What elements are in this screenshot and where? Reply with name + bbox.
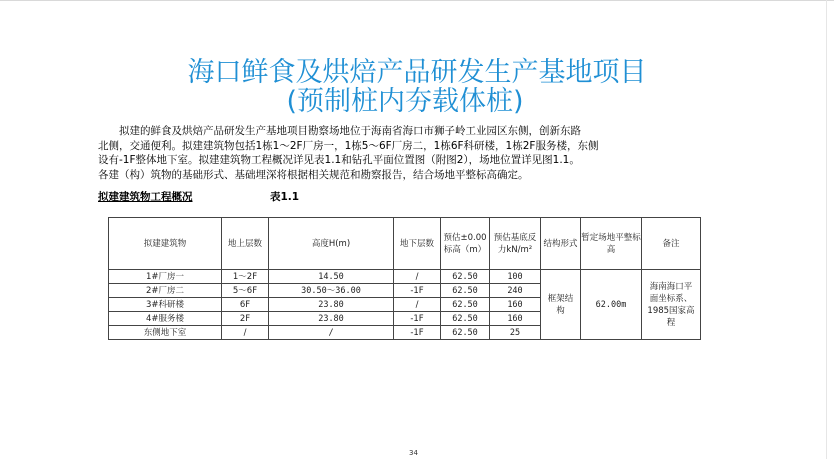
table-caption xyxy=(98,189,300,204)
table-header-row xyxy=(109,218,701,270)
top-border-line xyxy=(0,0,834,1)
cell-height: 14.50 xyxy=(269,270,394,284)
header-elevation: 预估±0.00标高（m） xyxy=(441,218,490,270)
header-structure: 结构形式 xyxy=(541,218,581,270)
cell-above-floors: 2F xyxy=(222,312,269,326)
cell-below-floors: / xyxy=(394,298,441,312)
cell-above-floors: 6F xyxy=(222,298,269,312)
table-caption-number: 表1.1 xyxy=(270,191,300,203)
page-title: 海口鲜食及烘焙产品研发生产基地项目 xyxy=(187,57,647,88)
cell-bearing: 160 xyxy=(490,298,541,312)
cell-height: 23.80 xyxy=(269,312,394,326)
header-building: 拟建建筑物 xyxy=(109,218,222,270)
cell-below-floors: -1F xyxy=(394,284,441,298)
cell-above-floors: 5～6F xyxy=(222,284,269,298)
cell-elevation: 62.50 xyxy=(441,312,490,326)
cell-site-level-merged: 62.00m xyxy=(581,270,642,340)
cell-remark-merged: 海南海口平面坐标系、1985国家高程 xyxy=(642,270,701,340)
cell-above-floors: 1～2F xyxy=(222,270,269,284)
cell-building: 东侧地下室 xyxy=(109,326,222,340)
cell-building: 4#服务楼 xyxy=(109,312,222,326)
cell-elevation: 62.50 xyxy=(441,298,490,312)
page-subtitle: (预制桩内夯载体桩) xyxy=(286,86,524,117)
table-caption-title: 拟建建筑物工程概况 xyxy=(98,191,193,203)
description-line-2: 北侧，交通便利。拟建建筑物包括1栋1～2F厂房一，1栋5～6F厂房二，1栋6F科研楼，1栋2F服务楼，东侧 xyxy=(98,139,599,152)
page-number: 34 xyxy=(409,449,418,457)
cell-height: 30.50～36.00 xyxy=(269,284,394,298)
cell-bearing: 160 xyxy=(490,312,541,326)
cell-bearing: 100 xyxy=(490,270,541,284)
description-line-4: 各建（构）筑物的基础形式、基础埋深将根据相关规范和勘察报告，结合场地平整标高确定。 xyxy=(98,168,529,181)
cell-structure-merged: 框架结构 xyxy=(541,270,581,340)
header-height: 高度H(m) xyxy=(269,218,394,270)
cell-below-floors: -1F xyxy=(394,312,441,326)
cell-building: 3#科研楼 xyxy=(109,298,222,312)
building-overview-table xyxy=(108,217,701,340)
header-above-floors: 地上层数 xyxy=(222,218,269,270)
cell-building: 2#厂房二 xyxy=(109,284,222,298)
cell-height: 23.80 xyxy=(269,298,394,312)
cell-bearing: 240 xyxy=(490,284,541,298)
header-below-floors: 地下层数 xyxy=(394,218,441,270)
cell-elevation: 62.50 xyxy=(441,326,490,340)
header-remark: 备注 xyxy=(642,218,701,270)
cell-above-floors: / xyxy=(222,326,269,340)
description-line-3: 设有-1F整体地下室。拟建建筑物工程概况详见表1.1和钻孔平面位置图（附图2），场地位置详见图1.1。 xyxy=(98,154,580,167)
cell-elevation: 62.50 xyxy=(441,284,490,298)
cell-height: / xyxy=(269,326,394,340)
cell-below-floors: -1F xyxy=(394,326,441,340)
header-bearing: 预估基底反力kN/m² xyxy=(490,218,541,270)
cell-bearing: 25 xyxy=(490,326,541,340)
cell-elevation: 62.50 xyxy=(441,270,490,284)
table-row xyxy=(109,270,701,284)
header-site-level: 暂定场地平整标高 xyxy=(581,218,642,270)
description-line-1: 拟建的鲜食及烘焙产品研发生产基地项目勘察场地位于海南省海口市狮子岭工业园区东侧，创新东路 xyxy=(119,125,581,137)
cell-building: 1#厂房一 xyxy=(109,270,222,284)
cell-below-floors: / xyxy=(394,270,441,284)
project-description xyxy=(98,124,673,182)
